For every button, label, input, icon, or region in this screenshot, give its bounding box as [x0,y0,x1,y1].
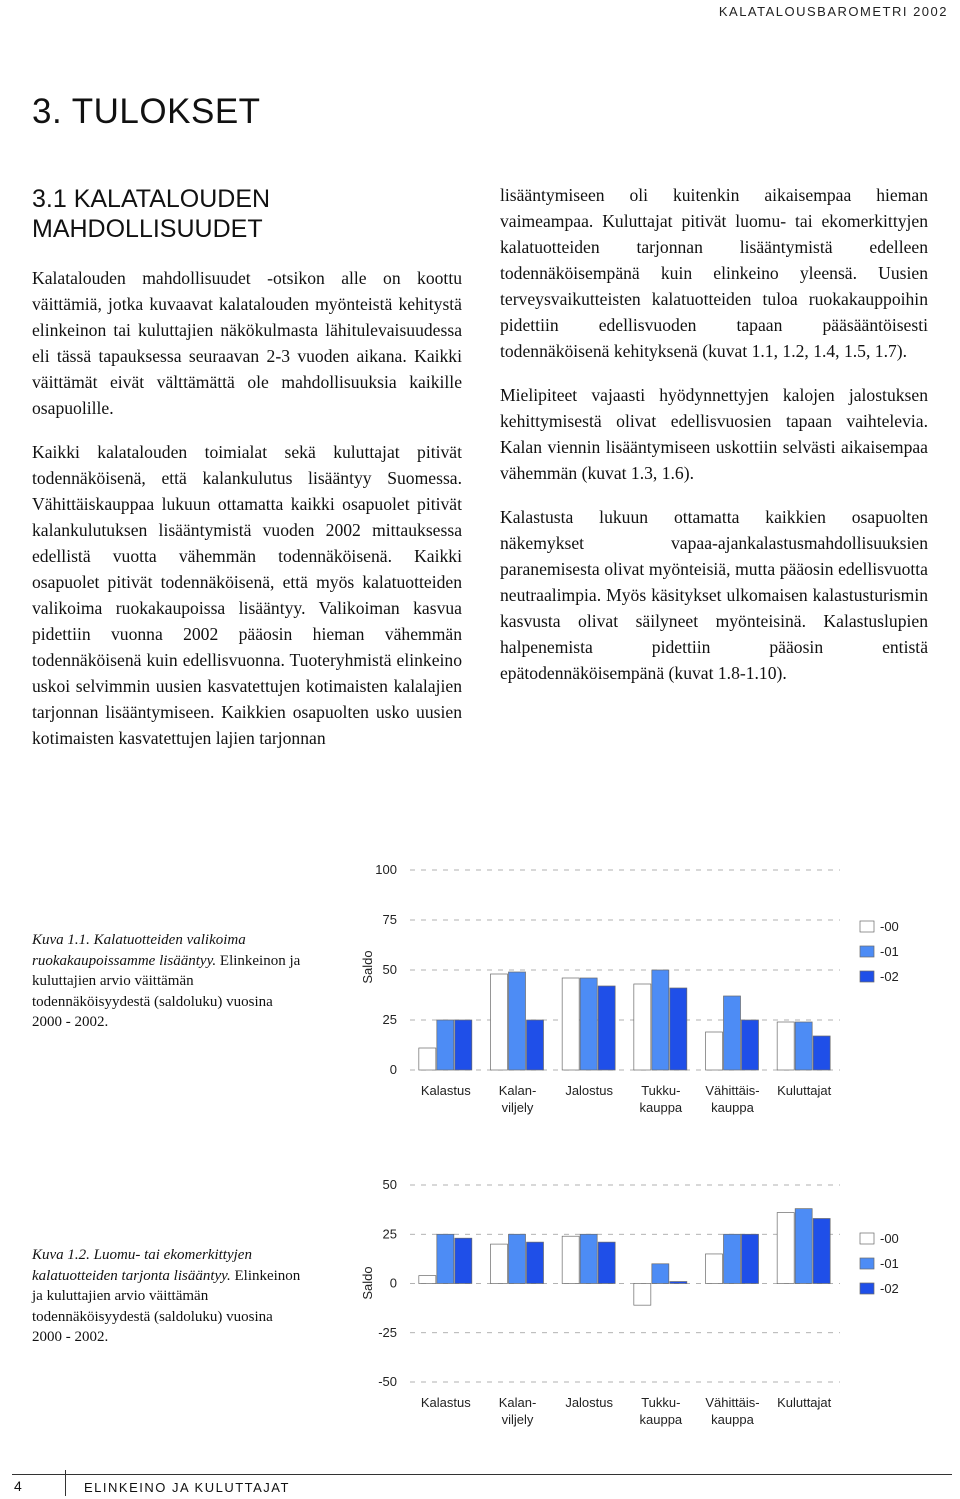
subsection-title-line2: MAHDOLLISUUDET [32,215,263,243]
y-axis-label: Saldo [360,950,375,984]
bar [634,1284,651,1306]
page-number: 4 [14,1478,22,1494]
bar [652,970,669,1070]
y-tick-label: 100 [375,862,397,877]
paragraph: lisääntymiseen oli kuitenkin aikaisempaa hieman vaimeampaa. Kuluttajat pitivät luomu- tai ekomerkittyjen kalatuotteiden tarjonnan lisääntymistä edelleen todennäköisempänä kuin elinkeino yleensä. Uusien terveysvaikutteisten kalatuotteiden tuloa ruokakauppoihin pidettiin edellisvuoden tapaan pääsääntöisesti todennäköisenä kehityksenä (kuvat 1.1, 1.2, 1.4, 1.5, 1.7). [500,185,928,361]
legend-swatch [860,946,874,957]
bar [706,1032,723,1070]
legend-label: -02 [880,1281,899,1296]
bar [742,1020,759,1070]
legend-swatch [860,921,874,932]
bar [795,1022,812,1070]
right-text-column [500,182,928,704]
x-category-label: Vähittäis- [705,1083,760,1098]
y-tick-label: 50 [382,1177,397,1192]
legend-label: -02 [880,969,899,984]
y-tick-label: 0 [389,1062,397,1077]
figure-caption-2 [32,1245,302,1348]
x-category-label: kauppa [711,1100,754,1115]
y-tick-label: 75 [382,912,397,927]
bar [580,1234,597,1283]
x-category-label: Jalostus [565,1395,614,1410]
x-category-label: Kalan- [498,1083,537,1098]
bar [813,1036,830,1070]
bar [509,1234,526,1283]
bar [527,1020,544,1070]
bar [724,996,741,1070]
bar [562,978,579,1070]
bar [437,1234,454,1283]
paragraph: Kalatalouden mahdollisuudet -otsikon alle on koottu väittämiä, jotka kuvaavat kalatalouden myönteistä kehitystä elinkeinon tai kuluttajien näkökulmasta lähitulevaisuudessa eli tässä tapauksessa seuraavan 2-3 vuoden aikana. Kaikki väittämät eivät välttämättä ole mahdollisuuksia kaikille osapuolille. [32,268,462,418]
x-category-label: Vähittäis- [705,1395,760,1410]
bar [455,1238,472,1283]
running-header: KALATALOUSBAROMETRI 2002 [718,4,948,19]
bar [527,1242,544,1283]
caption-text: Elinkeinon ja kuluttajien arvio väittämän todennäköisyydestä (saldoluku) vuosina 2000 - 2002. [32,1267,301,1345]
bar-chart-kuva-1-1 [330,855,930,1135]
bar [777,1022,794,1070]
x-category-label: kauppa [639,1412,683,1427]
y-tick-label: -25 [378,1324,397,1340]
x-category-label: kauppa [711,1412,754,1427]
y-tick-label: 0 [389,1275,397,1291]
x-category-label: Kalastus [420,1395,471,1410]
bar [491,1244,508,1283]
bar [419,1276,436,1284]
legend-label: -01 [880,944,899,959]
footer-title: ELINKEINO JA KULUTTAJAT [84,1480,290,1495]
subsection-title [32,184,270,244]
legend-swatch [860,1258,874,1269]
caption-title: Kuva 1.1. Kalatuotteiden valikoima ruokakaupoissamme lisääntyy. [32,932,246,969]
y-axis-label: Saldo [360,1266,375,1300]
caption-title: Kuva 1.2. Luomu- tai ekomerkittyjen kalatuotteiden tarjonta lisääntyy. [32,1247,252,1284]
legend-label: -00 [880,1231,899,1246]
bar [724,1234,741,1283]
bar [795,1209,812,1284]
bar [634,984,651,1070]
paragraph: Kaikki kalatalouden toimialat sekä kuluttajat pitivät todennäköisenä, että kalankulutus lisääntyy Suomessa. Vähittäiskauppaa lukuun ottamatta kaikki osapuolet pitivät kalankulutuksen lisääntymistä vuoden 2002 mittauksessa edellistä vuotta vähemmän todennäköisenä. Kaikki osapuolet pitivät todennäköisenä, että myös kalatuotteiden valikoima ruokakaupoissa lisääntyy. Valikoiman kasvua pidettiin vuonna 2002 pääosin hieman vähemmän todennäköisenä kuin edellisvuonna. Tuoteryhmistä elinkeino uskoi selvimmin uusien kasvatettujen kotimaisten kalalajien tarjonnan lisääntymiseen. Kaikkien osapuolten usko uusien kotimaisten kasvatettujen lajien tarjonnan [32,442,462,748]
y-tick-label: 50 [382,962,397,977]
x-category-label: viljely [501,1412,534,1427]
bar [562,1236,579,1283]
figure-caption-1 [32,930,302,1033]
x-category-label: Tukku- [641,1083,681,1098]
bar [670,988,687,1070]
legend-label: -00 [880,919,899,934]
legend-swatch [860,971,874,982]
bar [580,978,597,1070]
x-category-label: Kalan- [498,1395,537,1410]
legend-swatch [860,1233,874,1244]
footer-divider [65,1470,66,1496]
bar [670,1282,687,1284]
y-tick-label: 25 [382,1226,397,1242]
bar [598,986,615,1070]
x-category-label: Kuluttajat [777,1083,832,1098]
bar [491,974,508,1070]
bar [742,1234,759,1283]
legend-swatch [860,1283,874,1294]
subsection-title-line1: 3.1 KALATALOUDEN [32,185,271,213]
paragraph: Kalastusta lukuun ottamatta kaikkien osapuolten näkemykset vapaa-ajankalastusmahdollisuuksien paranemisesta olivat myönteisiä, mutta pääosin edellisvuotta neutraalimpia. Myös käsitykset ulkomaisen kalastusturismin kasvusta olivat säilyneet myönteisinä. Kalastuslupien halpenemista pidettiin pääosin entistä epätodennäköisempänä (kuvat 1.8-1.10). [500,507,928,683]
x-category-label: viljely [501,1100,534,1115]
left-text-column [32,265,462,769]
x-category-label: Tukku- [641,1395,681,1410]
y-tick-label: -50 [378,1374,397,1389]
bar [598,1242,615,1283]
section-title: 3. TULOKSET [32,92,261,131]
bar [455,1020,472,1070]
bar [652,1264,669,1284]
bar-chart-kuva-1-2 [330,1170,930,1435]
paragraph: Mielipiteet vajaasti hyödynnettyjen kalojen jalostuksen kehittymisestä olivat edellisvuosien tapaan vaihtelevia. Kalan viennin lisääntymiseen uskottiin selvästi aikaisempaa vähemmän (kuvat 1.3, 1.6). [500,385,928,483]
bar [437,1020,454,1070]
bar [813,1218,830,1283]
bar [419,1048,436,1070]
caption-text: Elinkeinon ja kuluttajien arvio väittämän todennäköisyydestä (saldoluku) vuosina 2000 - 2002. [32,952,301,1030]
x-category-label: Kalastus [420,1083,471,1098]
bar [706,1254,723,1284]
x-category-label: kauppa [639,1100,683,1115]
footer-rule [12,1474,952,1475]
y-tick-label: 25 [382,1012,397,1027]
bar [509,972,526,1070]
x-category-label: Jalostus [565,1083,614,1098]
legend-label: -01 [880,1256,899,1271]
bar [777,1213,794,1284]
x-category-label: Kuluttajat [777,1395,832,1410]
